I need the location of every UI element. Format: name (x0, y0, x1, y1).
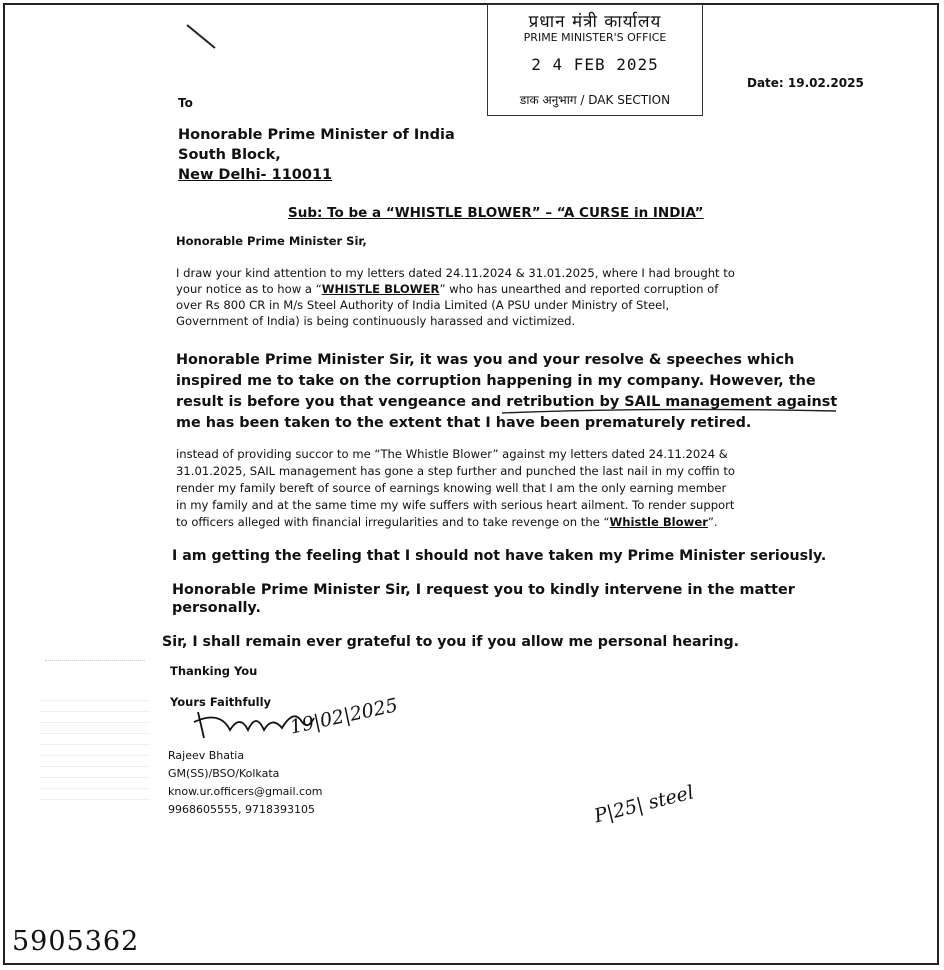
closing-thanks: Thanking You (170, 664, 258, 678)
scan-noise (40, 690, 150, 810)
para1-line2-c: ” who has unearthed and reported corruption of (439, 282, 719, 296)
stamp-english-title: PRIME MINISTER'S OFFICE (523, 31, 667, 44)
whistle-blower-emphasis: WHISTLE BLOWER (321, 282, 440, 296)
para4: I am getting the feeling that I should not have taken my Prime Minister seriously. (172, 548, 827, 564)
para3-line5-c: ”. (707, 515, 718, 529)
para3-line2: 31.01.2025, SAIL management has gone a step further and punched the last nail in my coffin to (176, 464, 735, 478)
address-line-3: New Delhi- 110011 (178, 167, 333, 183)
para2-line2: inspired me to take on the corruption happening in my company. However, the (176, 373, 816, 389)
stamp-section: डाक अनुभाग / DAK SECTION (519, 93, 671, 107)
pmo-receipt-stamp (487, 4, 703, 116)
subject-line: Sub: To be a “WHISTLE BLOWER” – “A CURSE in INDIA” (288, 205, 704, 221)
para1-line2-a: your notice as to how a “ (176, 282, 322, 296)
stamp-date: 2 4 FEB 2025 (531, 55, 659, 74)
stamp-hindi-title: प्रधान मंत्री कार्यालय (528, 12, 662, 32)
handwritten-underline (500, 405, 840, 419)
signer-designation: GM(SS)/BSO/Kolkata (168, 767, 280, 780)
signer-email: know.ur.officers@gmail.com (168, 785, 323, 798)
para3-line4: in my family and at the same time my wife suffers with serious heart ailment. To render support (176, 498, 735, 512)
signer-phones: 9968605555, 9718393105 (168, 803, 315, 816)
para1-line4: Government of India) is being continuously harassed and victimized. (176, 314, 576, 328)
letter-date: Date: 19.02.2025 (747, 76, 864, 90)
signer-name: Rajeev Bhatia (168, 749, 245, 762)
address-line-1: Honorable Prime Minister of India (178, 127, 455, 143)
to-label: To (178, 96, 193, 110)
para1-line3: over Rs 800 CR in M/s Steel Authority of India Limited (A PSU under Ministry of Steel, (176, 298, 670, 312)
para5-line1: Honorable Prime Minister Sir, I request you to kindly intervene in the matter (172, 582, 795, 598)
para1-line2 (176, 281, 718, 297)
whistle-blower-emphasis-2: Whistle Blower (609, 515, 708, 529)
para2-line4: me has been taken to the extent that I have been prematurely retired. (176, 415, 752, 431)
para6: Sir, I shall remain ever grateful to you if you allow me personal hearing. (162, 634, 740, 650)
para2-line1: Honorable Prime Minister Sir, it was you and your resolve & speeches which (176, 352, 795, 368)
pen-stroke-mark (185, 22, 219, 52)
para3-line5 (176, 514, 718, 530)
para2-line3: result is before you that vengeance and retribution by SAIL management against (176, 394, 838, 410)
address-line-2: South Block, (178, 147, 281, 163)
para3-line5-a: to officers alleged with financial irregularities and to take revenge on the “ (176, 515, 610, 529)
para3-line3: render my family bereft of source of earnings knowing well that I am the only earning member (176, 481, 727, 495)
handwritten-date: 19|02|2025 (288, 694, 400, 739)
salutation: Honorable Prime Minister Sir, (176, 234, 367, 248)
handwritten-reference-number: 5905362 (12, 926, 140, 957)
para5-line2: personally. (172, 600, 261, 616)
handwritten-file-note: P|25| steel (592, 781, 697, 828)
para1-line1: I draw your kind attention to my letters dated 24.11.2024 & 31.01.2025, where I had brought to (176, 266, 735, 280)
closing-faithfully: Yours Faithfully (170, 695, 272, 709)
para3-line1: instead of providing succor to me “The Whistle Blower” against my letters dated 24.11.2024 & (176, 447, 728, 461)
scan-noise (45, 660, 145, 664)
